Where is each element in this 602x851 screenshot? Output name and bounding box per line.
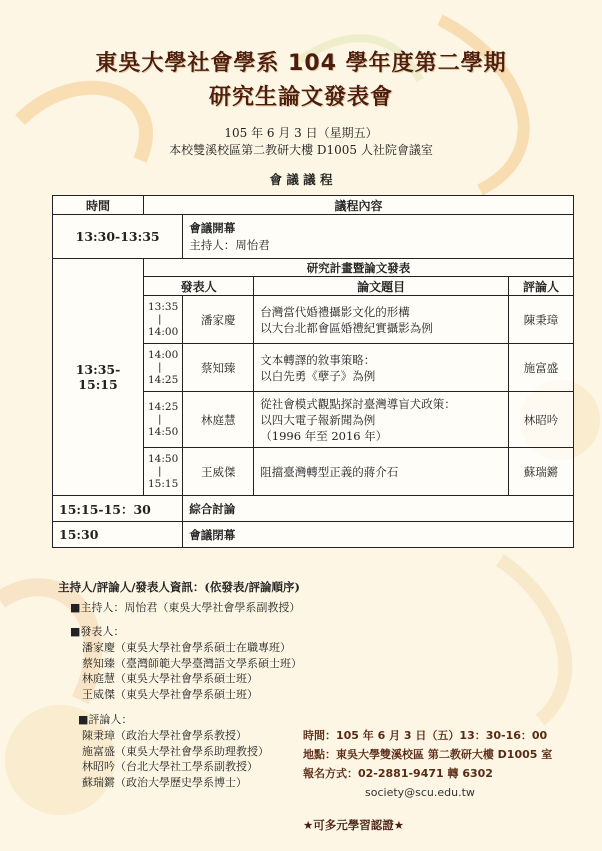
- row-start: 13:35: [148, 300, 179, 313]
- row-end: 14:00: [148, 325, 179, 338]
- paper-line1: 從社會模式觀點探討臺灣導盲犬政策：: [260, 396, 456, 411]
- info-commentators-list: [82, 728, 269, 790]
- row-sep: |: [158, 465, 162, 478]
- agenda-label: 會 議 議 程: [269, 172, 333, 187]
- presenter: 潘家慶: [183, 296, 254, 344]
- session-time: 13:35-15:15: [53, 259, 144, 496]
- col-paper-header: 論文題目: [254, 277, 509, 296]
- presenter-info: 林庭慧（東吳大學社會學系碩士班）: [82, 672, 258, 685]
- info-presenters-list: [82, 640, 302, 702]
- presenter-info: 王威傑（東吳大學社會學系碩士班）: [82, 687, 258, 701]
- info-heading: 主持人/評論人/發表人資訊：(依發表/評論順序): [58, 580, 300, 594]
- commentator: 蘇瑞鏘: [509, 448, 574, 496]
- col-content-header: 議程內容: [144, 196, 574, 215]
- event-date: 105 年 6 月 3 日（星期五）: [224, 126, 378, 140]
- commentator: 施富盛: [509, 344, 574, 392]
- closing-title: 會議閉幕: [183, 522, 574, 548]
- opening-title: 會議開幕: [189, 220, 236, 235]
- session-title: 研究計畫暨論文發表: [144, 259, 574, 277]
- presenter: 林庭慧: [183, 392, 254, 448]
- contact-place: 地點：東吳大學雙溪校區 第二教研大樓 D1005 室: [303, 748, 553, 761]
- agenda-table: [52, 195, 574, 548]
- row-end: 15:15: [148, 477, 179, 490]
- event-title-line2: 研究生論文發表會: [208, 85, 393, 110]
- info-commentators-label: ■評論人：: [78, 713, 133, 726]
- paper-line2: 以四大電子報新聞為例: [260, 412, 376, 427]
- contact-email[interactable]: society@scu.edu.tw: [365, 786, 475, 799]
- commentator-info: 施富盛（東吳大學社會學系助理教授）: [82, 744, 269, 758]
- info-host: ■主持人：周怡君（東吳大學社會學系副教授）: [70, 601, 301, 614]
- commentator: 陳秉璋: [509, 296, 574, 344]
- commentator-info: 陳秉璋（政治大學社會學系教授）: [82, 729, 247, 742]
- paper-line1: 台灣當代婚禮攝影文化的形構: [260, 304, 410, 319]
- closing-time: 15:30: [53, 522, 183, 548]
- paper-line1: 文本轉譯的敘事策略：: [260, 352, 376, 367]
- discussion-title: 綜合討論: [183, 496, 574, 522]
- event-title-line1: 東吳大學社會學系 104 學年度第二學期: [95, 51, 507, 76]
- event-venue: 本校雙溪校區第二教研大樓 D1005 人社院會議室: [169, 143, 433, 157]
- row-end: 14:25: [148, 373, 179, 386]
- contact-register: 報名方式：02-2881-9471 轉 6302: [303, 767, 493, 780]
- presenter: 蔡知臻: [183, 344, 254, 392]
- info-presenters-label: ■發表人：: [70, 625, 125, 638]
- presenter-info: 潘家慶（東吳大學社會學系碩士在職專班）: [82, 641, 291, 654]
- opening-row: [53, 215, 574, 259]
- discussion-row: [53, 496, 574, 522]
- opening-host: 主持人：周怡君: [189, 237, 270, 252]
- commentator: 林昭吟: [509, 392, 574, 448]
- row-sep: |: [158, 413, 162, 426]
- commentator-info: 蘇瑞鏘（政治大學歷史學系博士）: [82, 775, 247, 789]
- opening-time: 13:30-13:35: [53, 215, 183, 259]
- paper-line2: 以白先勇《孽子》為例: [260, 368, 376, 383]
- col-commentator-header: 評論人: [509, 277, 574, 296]
- presenter: 王威傑: [183, 448, 254, 496]
- paper-line1: 阻擋臺灣轉型正義的蔣介石: [254, 448, 509, 496]
- certification-note: ★可多元學習認證★: [303, 818, 405, 832]
- paper-line2: 以大台北都會區婚禮紀實攝影為例: [260, 320, 433, 335]
- row-start: 14:00: [148, 348, 179, 361]
- row-start: 14:25: [148, 400, 179, 413]
- col-presenter-header: 發表人: [144, 277, 254, 296]
- presenter-info: 蔡知臻（臺灣師範大學臺灣語文學系碩士班）: [82, 656, 302, 670]
- col-time-header: 時間: [53, 196, 144, 215]
- discussion-time: 15:15-15：30: [53, 496, 183, 522]
- contact-time: 時間：105 年 6 月 3 日（五）13：30-16：00: [303, 729, 548, 742]
- row-start: 14:50: [148, 452, 179, 465]
- closing-row: [53, 522, 574, 548]
- row-end: 14:50: [148, 425, 179, 438]
- contact-block: [303, 726, 552, 802]
- row-sep: |: [158, 361, 162, 374]
- row-sep: |: [158, 313, 162, 326]
- paper-line3: （1996 年至 2016 年）: [260, 428, 388, 443]
- commentator-info: 林昭吟（台北大學社工學系副教授）: [82, 760, 258, 773]
